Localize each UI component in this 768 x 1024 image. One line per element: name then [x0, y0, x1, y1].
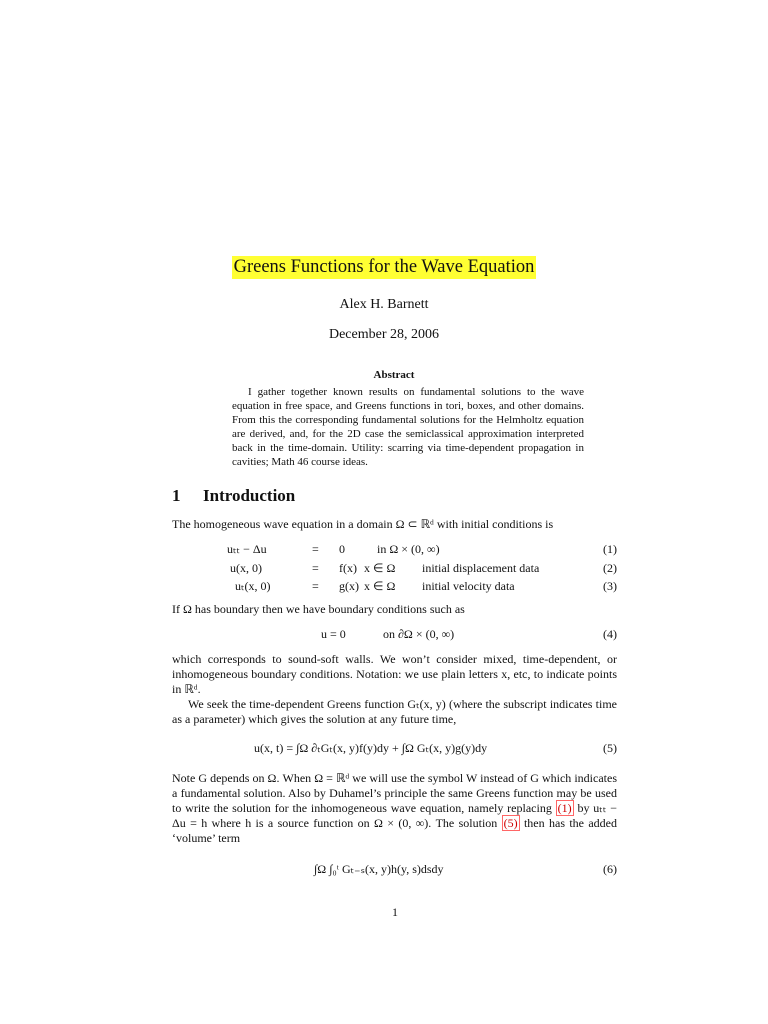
eq-description: initial displacement data	[422, 561, 540, 575]
equation-number: (6)	[603, 862, 617, 876]
paper-title: Greens Functions for the Wave Equation	[233, 257, 535, 277]
eq-expression: ∫Ω ∫₀ᵗ Gₜ₋ₛ(x, y)h(y, s)dsdy	[314, 862, 444, 876]
equation-ref-link[interactable]: (1)	[557, 801, 572, 815]
eq-description: initial velocity data	[422, 579, 515, 593]
abstract-text: I gather together known results on fundamental solutions to the wave equation in free space, and Greens functions in tori, boxes, and other domains. From this the corresponding fundamental solutions for the Helmholtz equation are derived, and, for the 2D case the semiclassical approximation interpreted back in the time-domain. Utility: scarring via time-dependent propagation in cavities; Math 46 course ideas.	[232, 386, 584, 468]
equation-number: (5)	[603, 741, 617, 755]
paragraph-5-part-b: by uₜₜ − Δu = h where h is a source function on Ω × (0, ∞). The solution	[172, 801, 617, 830]
eq-lhs: u(x, 0)	[230, 561, 262, 575]
eq-rhs: g(x)	[339, 579, 359, 593]
paragraph-2: If Ω has boundary then we have boundary conditions such as	[172, 602, 465, 616]
author-name: Alex H. Barnett	[339, 297, 429, 312]
eq-condition: in Ω × (0, ∞)	[377, 542, 440, 556]
eq-condition: x ∈ Ω	[364, 561, 396, 575]
eq-rhs: f(x)	[339, 561, 357, 575]
equation-number: (4)	[603, 627, 617, 641]
equation-2	[172, 561, 617, 577]
eq-lhs: uₜₜ − Δu	[227, 542, 267, 556]
eq-expression: u(x, t) = ∫Ω ∂ₜGₜ(x, y)f(y)dy + ∫Ω Gₜ(x, y)g(y)dy	[254, 741, 488, 755]
eq-lhs: u = 0	[321, 627, 346, 641]
eq-condition: x ∈ Ω	[364, 579, 396, 593]
eq-sign: =	[312, 561, 319, 575]
equation-number: (1)	[603, 542, 617, 556]
paragraph-4: We seek the time-dependent Greens function Gₜ(x, y) (where the subscript indicates time as a parameter) which gives the solution at any future time,	[172, 697, 617, 726]
eq-condition: on ∂Ω × (0, ∞)	[383, 627, 455, 641]
paragraph-5	[172, 771, 617, 846]
eq-sign: =	[312, 542, 319, 556]
paper-date: December 28, 2006	[328, 327, 440, 342]
equation-ref-link[interactable]: (5)	[503, 816, 518, 830]
equation-6	[172, 862, 617, 878]
eq-rhs: 0	[339, 542, 345, 556]
eq-sign: =	[312, 579, 319, 593]
eq-lhs: uₜ(x, 0)	[235, 579, 271, 593]
paragraph-1: The homogeneous wave equation in a domain Ω ⊂ ℝᵈ with initial conditions is	[172, 517, 554, 531]
section-title: Introduction	[203, 486, 296, 505]
section-heading	[172, 486, 295, 506]
equation-3	[172, 579, 617, 595]
equation-1	[172, 542, 617, 558]
equation-number: (2)	[603, 561, 617, 575]
page-number: 1	[392, 905, 398, 919]
title-block	[0, 256, 768, 279]
paragraph-5-part-a: Note G depends on Ω. When Ω = ℝᵈ we will use the symbol W instead of G which indicates a fundamental solution. Also by Duhamel’s principle the same Greens function may be used to write the solution for the inhomogeneous wave equation, namely replacing	[172, 771, 617, 815]
paragraph-3: which corresponds to sound-soft walls. We won’t consider mixed, time-dependent, or inhomogeneous boundary conditions. Notation: we use plain letters x, etc, to indicate points in ℝᵈ.	[172, 652, 617, 696]
equation-5	[172, 741, 617, 757]
equation-4	[172, 627, 617, 643]
abstract-heading: Abstract	[373, 369, 415, 381]
paragraph-5-part-c: then has the added ‘volume’ term	[172, 816, 617, 845]
equation-number: (3)	[603, 579, 617, 593]
section-number: 1	[172, 486, 181, 505]
